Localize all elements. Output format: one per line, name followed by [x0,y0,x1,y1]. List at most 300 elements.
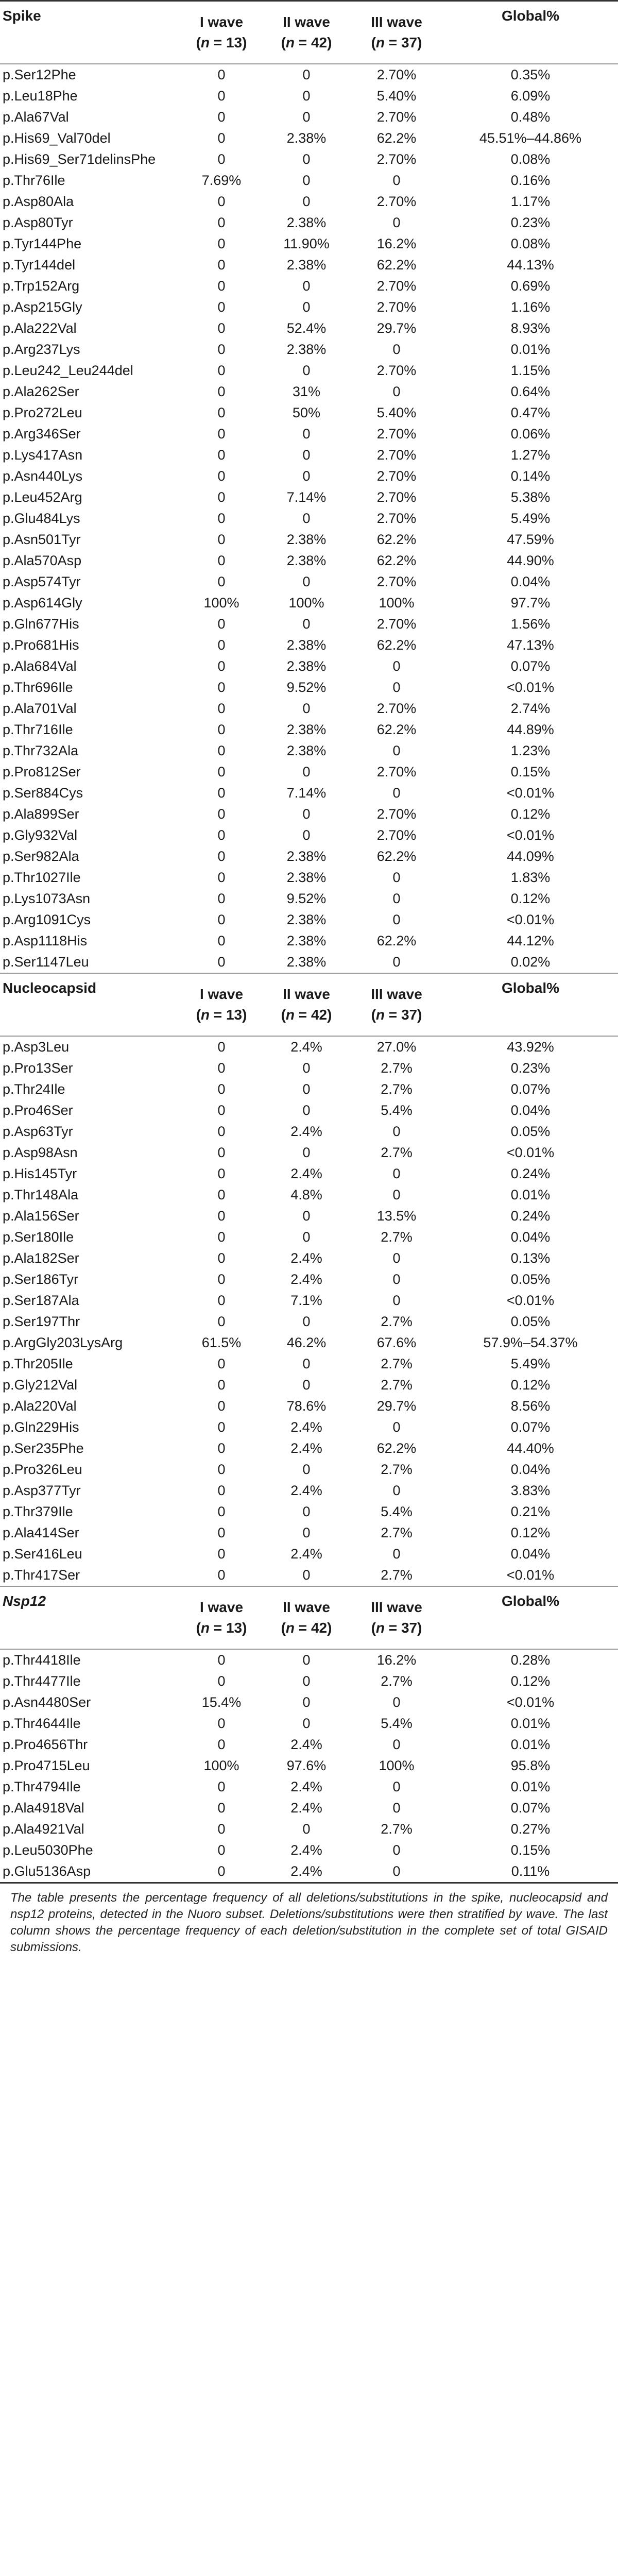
wave3-value: 2.7% [381,1229,413,1245]
mutation-name: p.Thr205Ile [3,1356,73,1371]
wave3-value: 2.7% [381,1673,413,1689]
table-row [0,1501,618,1522]
mutation-name: p.Glu484Lys [3,511,80,526]
mutation-name: p.Ser235Phe [3,1440,84,1456]
table-row [0,297,618,318]
wave1-value: 61.5% [201,1335,242,1350]
global-value: 0.23% [510,215,551,230]
mutation-name: p.Asp1118His [3,933,88,948]
wave1-value: 0 [217,1419,226,1435]
global-header: Global% [443,1,618,64]
mutation-name: p.Ser416Leu [3,1546,82,1562]
wave2-value: 2.38% [286,553,327,568]
mutation-name: p.Pro326Leu [3,1462,82,1477]
wave2-value: 0 [302,1377,311,1393]
wave1-value: 0 [217,1398,226,1414]
wave2-value: 7.14% [286,785,327,801]
table-row [0,1480,618,1501]
wave1-value: 0 [217,363,226,378]
wave2-value: 0 [302,1652,311,1668]
mutation-name: p.Asp80Ala [3,194,74,209]
mutation-name: p.Pro812Ser [3,764,81,779]
wave1-value: 0 [217,1546,226,1562]
wave2-value: 0 [302,88,311,104]
mutation-name: p.Asp614Gly [3,595,82,611]
table-row [0,761,618,783]
wave3-value: 2.70% [376,827,417,843]
mutation-name: p.Thr1027Ile [3,870,81,885]
wave3-value: 0 [392,1842,401,1858]
wave3-value: 62.2% [376,553,417,568]
table-row [0,360,618,381]
wave3-value: 2.70% [376,701,417,716]
wave-label: II wave [283,986,330,1002]
global-value: 0.01% [510,1737,551,1752]
global-value: 0.24% [510,1208,551,1224]
wave1-value: 0 [217,384,226,399]
table-row [0,466,618,487]
mutation-name: p.Asn501Tyr [3,532,81,547]
wave1-value: 0 [217,743,226,758]
mutation-name: p.Gln677His [3,616,79,632]
wave1-value: 0 [217,912,226,927]
global-value: <0.01% [506,1293,555,1308]
table-row [0,1417,618,1438]
table-row [0,1713,618,1734]
mutation-name: p.Thr417Ser [3,1567,80,1583]
global-value: 1.27% [510,447,551,463]
table-row [0,1734,618,1755]
wave-label: I wave [199,1599,244,1615]
wave3-value: 0 [392,1737,401,1752]
global-value: <0.01% [506,1567,555,1583]
global-value: 0.01% [510,1716,551,1731]
wave3-value: 0 [392,215,401,230]
wave3-value: 2.70% [376,299,417,315]
mutation-name: p.Thr4418Ile [3,1652,81,1668]
global-value: 0.05% [510,1314,551,1329]
table-caption: The table presents the percentage frequency of all deletions/substitutions in the spike, nucleocapsid and nsp12 proteins, detected in the Nuoro subset. Deletions/substitutions were then stratified by wave. The last column shows the percentage frequency of each deletion/substitution in the complete set of total GISAID submissions. [10,1891,608,1954]
wave2-value: 0 [302,827,311,843]
global-value: 97.7% [510,595,551,611]
table-row [0,1036,618,1058]
table-row [0,508,618,529]
table-row [0,550,618,571]
table-row [0,381,618,402]
global-value: 0.01% [510,342,551,357]
wave2-value: 2.38% [286,849,327,864]
wave2-value: 2.38% [286,257,327,273]
global-value: 0.15% [510,1842,551,1858]
wave2-value: 0 [302,1821,311,1837]
global-value: <0.01% [506,785,555,801]
wave2-value: 2.4% [263,1861,350,1883]
wave1-value: 0 [217,1103,226,1118]
wave2-value: 46.2% [286,1335,327,1350]
wave2-value: 0 [302,1673,311,1689]
wave-label: III wave [371,14,422,30]
wave1-value: 0 [217,1673,226,1689]
wave3-value: 2.70% [376,447,417,463]
wave3-value: 2.7% [381,1081,413,1097]
table-row [0,698,618,719]
wave1-value: 0 [217,1124,226,1139]
table-row [0,909,618,930]
wave3-value: 2.7% [381,1145,413,1160]
table-row [0,1079,618,1100]
global-value: <0.01% [506,827,555,843]
table-row [0,677,618,698]
mutation-name: p.Arg1091Cys [3,912,91,927]
wave1-value: 0 [217,109,226,125]
wave2-value: 2.4% [290,1779,322,1794]
wave-label: I wave [199,14,244,30]
wave2-value: 9.52% [286,891,327,906]
wave3-value: 0 [392,870,401,885]
wave1-value: 0 [217,1779,226,1794]
wave3-value: 0 [392,342,401,357]
sample-size-value: 37 [401,35,418,50]
wave3-value: 62.2% [376,1440,417,1456]
mutation-name: p.Arg237Lys [3,342,80,357]
wave2-value: 2.4% [290,1166,322,1181]
table-row [0,1184,618,1206]
wave2-value: 2.4% [290,1419,322,1435]
global-value: <0.01% [506,1145,555,1160]
table-row [0,1861,618,1883]
mutation-name: p.Pro4715Leu [3,1758,90,1773]
mutation-name: p.Ala67Val [3,109,69,125]
wave2-value: 0 [302,1208,311,1224]
wave-sample-size: (n = 42) [281,35,332,50]
global-value: 0.12% [510,1525,551,1540]
wave1-value: 0 [217,405,226,420]
mutation-name: p.Thr4794Ile [3,1779,81,1794]
wave1-value: 15.4% [201,1694,242,1710]
global-value: 95.8% [510,1758,551,1773]
wave3-value: 2.70% [376,616,417,632]
global-value: 8.56% [510,1398,551,1414]
wave1-value: 0 [217,1652,226,1668]
table-row [0,1206,618,1227]
wave1-value: 0 [217,342,226,357]
global-value: 45.51%–44.86% [479,130,582,146]
wave1-value: 0 [217,1737,226,1752]
sample-size-value: 37 [401,1007,418,1023]
mutation-name: p.Ser12Phe [3,67,76,82]
mutation-name: p.Asp98Asn [3,1145,78,1160]
wave1-value: 0 [217,1187,226,1202]
wave3-value: 0 [392,1546,401,1562]
global-value: 0.24% [510,1166,551,1181]
wave-label: III wave [371,986,422,1002]
global-value: 0.04% [510,574,551,589]
wave3-value: 0 [392,1800,401,1816]
table-row [0,1375,618,1396]
global-value: 1.17% [510,194,551,209]
global-header: Global% [443,1586,618,1649]
mutation-name: p.Asp63Tyr [3,1124,73,1139]
wave2-value: 2.4% [290,1737,322,1752]
mutation-name: p.Gly932Val [3,827,78,843]
table-row [0,1438,618,1459]
wave3-value: 100% [379,595,415,611]
global-value: 44.12% [507,933,554,948]
mutation-name: p.His69_Val70del [3,130,111,146]
wave3-value: 29.7% [376,1398,417,1414]
mutation-name: p.Ser982Ala [3,849,79,864]
global-value: 0.01% [510,1187,551,1202]
global-value: 0.04% [510,1462,551,1477]
wave1-value: 0 [217,1483,226,1498]
wave3-value: 0 [392,1483,401,1498]
mutation-name: p.Asp377Tyr [3,1483,81,1498]
mutation-name: p.Ala182Ser [3,1250,79,1266]
wave2-value: 2.4% [290,1483,322,1498]
wave3-value: 13.5% [376,1208,417,1224]
global-value: <0.01% [506,680,555,695]
mutation-name: p.Leu452Arg [3,489,82,505]
global-value: 47.59% [507,532,554,547]
mutation-name: p.Ser197Thr [3,1314,80,1329]
table-row [0,445,618,466]
wave1-value: 0 [217,511,226,526]
wave3-value: 67.6% [376,1335,417,1350]
wave-sample-size: (n = 42) [281,1007,332,1023]
wave3-value: 62.2% [376,849,417,864]
wave-header-3 [350,1,443,64]
wave1-value: 0 [217,320,226,336]
mutation-name: p.Asp574Tyr [3,574,81,589]
wave2-value: 0 [302,764,311,779]
wave3-value: 2.70% [376,109,417,125]
wave2-value: 50% [292,405,321,420]
mutation-name: p.Pro681His [3,637,79,653]
mutation-name: p.Ser187Ala [3,1293,79,1308]
table-row [0,804,618,825]
wave3-value: 2.7% [381,1821,413,1837]
wave2-value: 2.38% [286,342,327,357]
table-row [0,423,618,445]
wave-label: I wave [199,986,244,1002]
table-row [0,86,618,107]
wave3-value: 62.2% [376,130,417,146]
table-row [0,1290,618,1311]
table-row [0,402,618,423]
global-value: 0.04% [510,1103,551,1118]
wave2-value: 0 [302,806,311,822]
wave2-value: 97.6% [286,1758,327,1773]
global-value: 0.27% [510,1821,551,1837]
table-row [0,529,618,550]
global-value: 0.21% [510,1504,551,1519]
table-row [0,191,618,212]
section-title: Nsp12 [0,1586,180,1649]
wave1-value: 0 [217,1842,226,1858]
wave1-value: 0 [217,1800,226,1816]
mutation-name: p.Ser186Tyr [3,1272,79,1287]
wave1-value: 0 [217,891,226,906]
wave3-value: 100% [379,1758,415,1773]
wave1-value: 0 [217,257,226,273]
table-row [0,1649,618,1671]
wave-header-2 [263,1,350,64]
section-header [0,1586,618,1649]
wave-label: III wave [371,1599,422,1615]
wave1-value: 100% [203,1758,239,1773]
wave1-value: 0 [217,616,226,632]
wave1-value: 0 [217,151,226,167]
mutation-name: p.Thr148Ala [3,1187,79,1202]
global-value: 0.08% [510,236,551,251]
table-row [0,1248,618,1269]
wave2-value: 0 [302,616,311,632]
table-row [0,635,618,656]
wave1-value: 0 [217,1525,226,1540]
sample-size-value: 37 [401,1620,418,1636]
wave2-value: 2.38% [286,658,327,674]
global-value: 8.93% [510,320,551,336]
section-header [0,973,618,1036]
global-header: Global% [443,973,618,1036]
mutation-name: p.Thr4644Ile [3,1716,81,1731]
table-row [0,1692,618,1713]
wave2-value: 7.1% [290,1293,322,1308]
wave3-value: 16.2% [376,1652,417,1668]
wave2-value: 0 [302,426,311,442]
wave3-value: 2.70% [376,574,417,589]
wave3-value: 0 [392,891,401,906]
wave2-value: 0 [302,1356,311,1371]
global-value: 0.15% [510,764,551,779]
table-row [0,783,618,804]
sample-size-value: 42 [311,1620,328,1636]
mutation-name: p.Leu18Phe [3,88,78,104]
global-value: 0.35% [510,67,551,82]
global-value: 0.23% [510,1060,551,1076]
global-value: 0.12% [510,891,551,906]
global-value: 0.07% [510,1419,551,1435]
mutation-name: p.Ala570Asp [3,553,82,568]
wave3-value: 62.2% [376,722,417,737]
global-value: 0.05% [510,1272,551,1287]
global-value: 0.07% [510,1081,551,1097]
wave1-value: 0 [217,426,226,442]
wave-sample-size: (n = 42) [281,1620,332,1636]
mutation-name: p.His69_Ser71delinsPhe [3,151,156,167]
table-row [0,212,618,233]
wave-header-2 [263,973,350,1036]
wave-sample-size: (n = 13) [196,35,247,50]
wave2-value: 31% [292,384,321,399]
mutation-name: p.Ala262Ser [3,384,79,399]
wave-header-1 [180,1,263,64]
wave1-value: 0 [217,1060,226,1076]
global-value: 0.47% [510,405,551,420]
wave2-value: 0 [302,194,311,209]
wave1-value: 7.69% [201,173,242,188]
mutation-name: p.Tyr144Phe [3,236,82,251]
wave2-value: 9.52% [286,680,327,695]
section-title: Nucleocapsid [0,973,180,1036]
table-row [0,1163,618,1184]
mutation-name: p.Ser180Ile [3,1229,74,1245]
global-value: 1.83% [510,870,551,885]
mutation-name: p.Lys417Asn [3,447,83,463]
wave2-value: 7.14% [286,489,327,505]
global-value: <0.01% [506,1694,555,1710]
wave2-value: 0 [302,1462,311,1477]
table-row [0,1671,618,1692]
wave2-value: 0 [302,109,311,125]
wave1-value: 0 [217,933,226,948]
wave3-value: 0 [392,1694,401,1710]
wave2-value: 0 [302,151,311,167]
mutation-name: p.Thr76Ile [3,173,65,188]
wave1-value: 0 [217,447,226,463]
wave1-value: 0 [217,1166,226,1181]
mutation-name: p.Arg346Ser [3,426,81,442]
wave3-value: 2.70% [376,151,417,167]
table-row [0,614,618,635]
wave3-value: 0 [392,1124,401,1139]
wave2-value: 100% [288,595,324,611]
wave-sample-size: (n = 37) [371,1620,422,1636]
mutation-name: p.Pro4656Thr [3,1737,88,1752]
global-value: 0.07% [510,658,551,674]
mutation-name: p.Thr4477Ile [3,1673,81,1689]
table-row [0,64,618,86]
wave1-value: 0 [217,553,226,568]
mutation-name: p.Ala684Val [3,658,77,674]
table-row [0,1819,618,1840]
global-value: 57.9%–54.37% [483,1335,578,1350]
global-value: 0.12% [510,806,551,822]
wave2-value: 0 [302,1314,311,1329]
table-row [0,825,618,846]
global-value: 2.74% [510,701,551,716]
wave2-value: 0 [302,468,311,484]
wave2-value: 2.38% [286,722,327,737]
wave3-value: 0 [392,384,401,399]
table-row [0,1332,618,1353]
wave3-value: 62.2% [376,257,417,273]
wave1-value: 0 [217,194,226,209]
wave3-value: 2.70% [376,764,417,779]
global-value: 0.11% [443,1861,618,1883]
table-row [0,128,618,149]
wave1-value: 0 [217,806,226,822]
table-row [0,571,618,592]
mutation-name: p.Thr24Ile [3,1081,65,1097]
wave2-value: 0 [302,1081,311,1097]
table-row [0,1522,618,1544]
table-row [0,1311,618,1332]
wave3-value: 2.70% [376,806,417,822]
table-row [0,846,618,867]
table-row [0,740,618,761]
mutation-name: p.Pro272Leu [3,405,82,420]
wave3-value: 5.4% [381,1716,413,1731]
global-value: 44.13% [507,257,554,273]
wave3-value: 5.40% [376,88,417,104]
wave2-value: 52.4% [286,320,327,336]
wave1-value: 0 [217,1272,226,1287]
wave1-value: 0 [217,764,226,779]
wave3-value: 16.2% [376,236,417,251]
table-row [0,1142,618,1163]
wave3-value: 0 [392,1419,401,1435]
